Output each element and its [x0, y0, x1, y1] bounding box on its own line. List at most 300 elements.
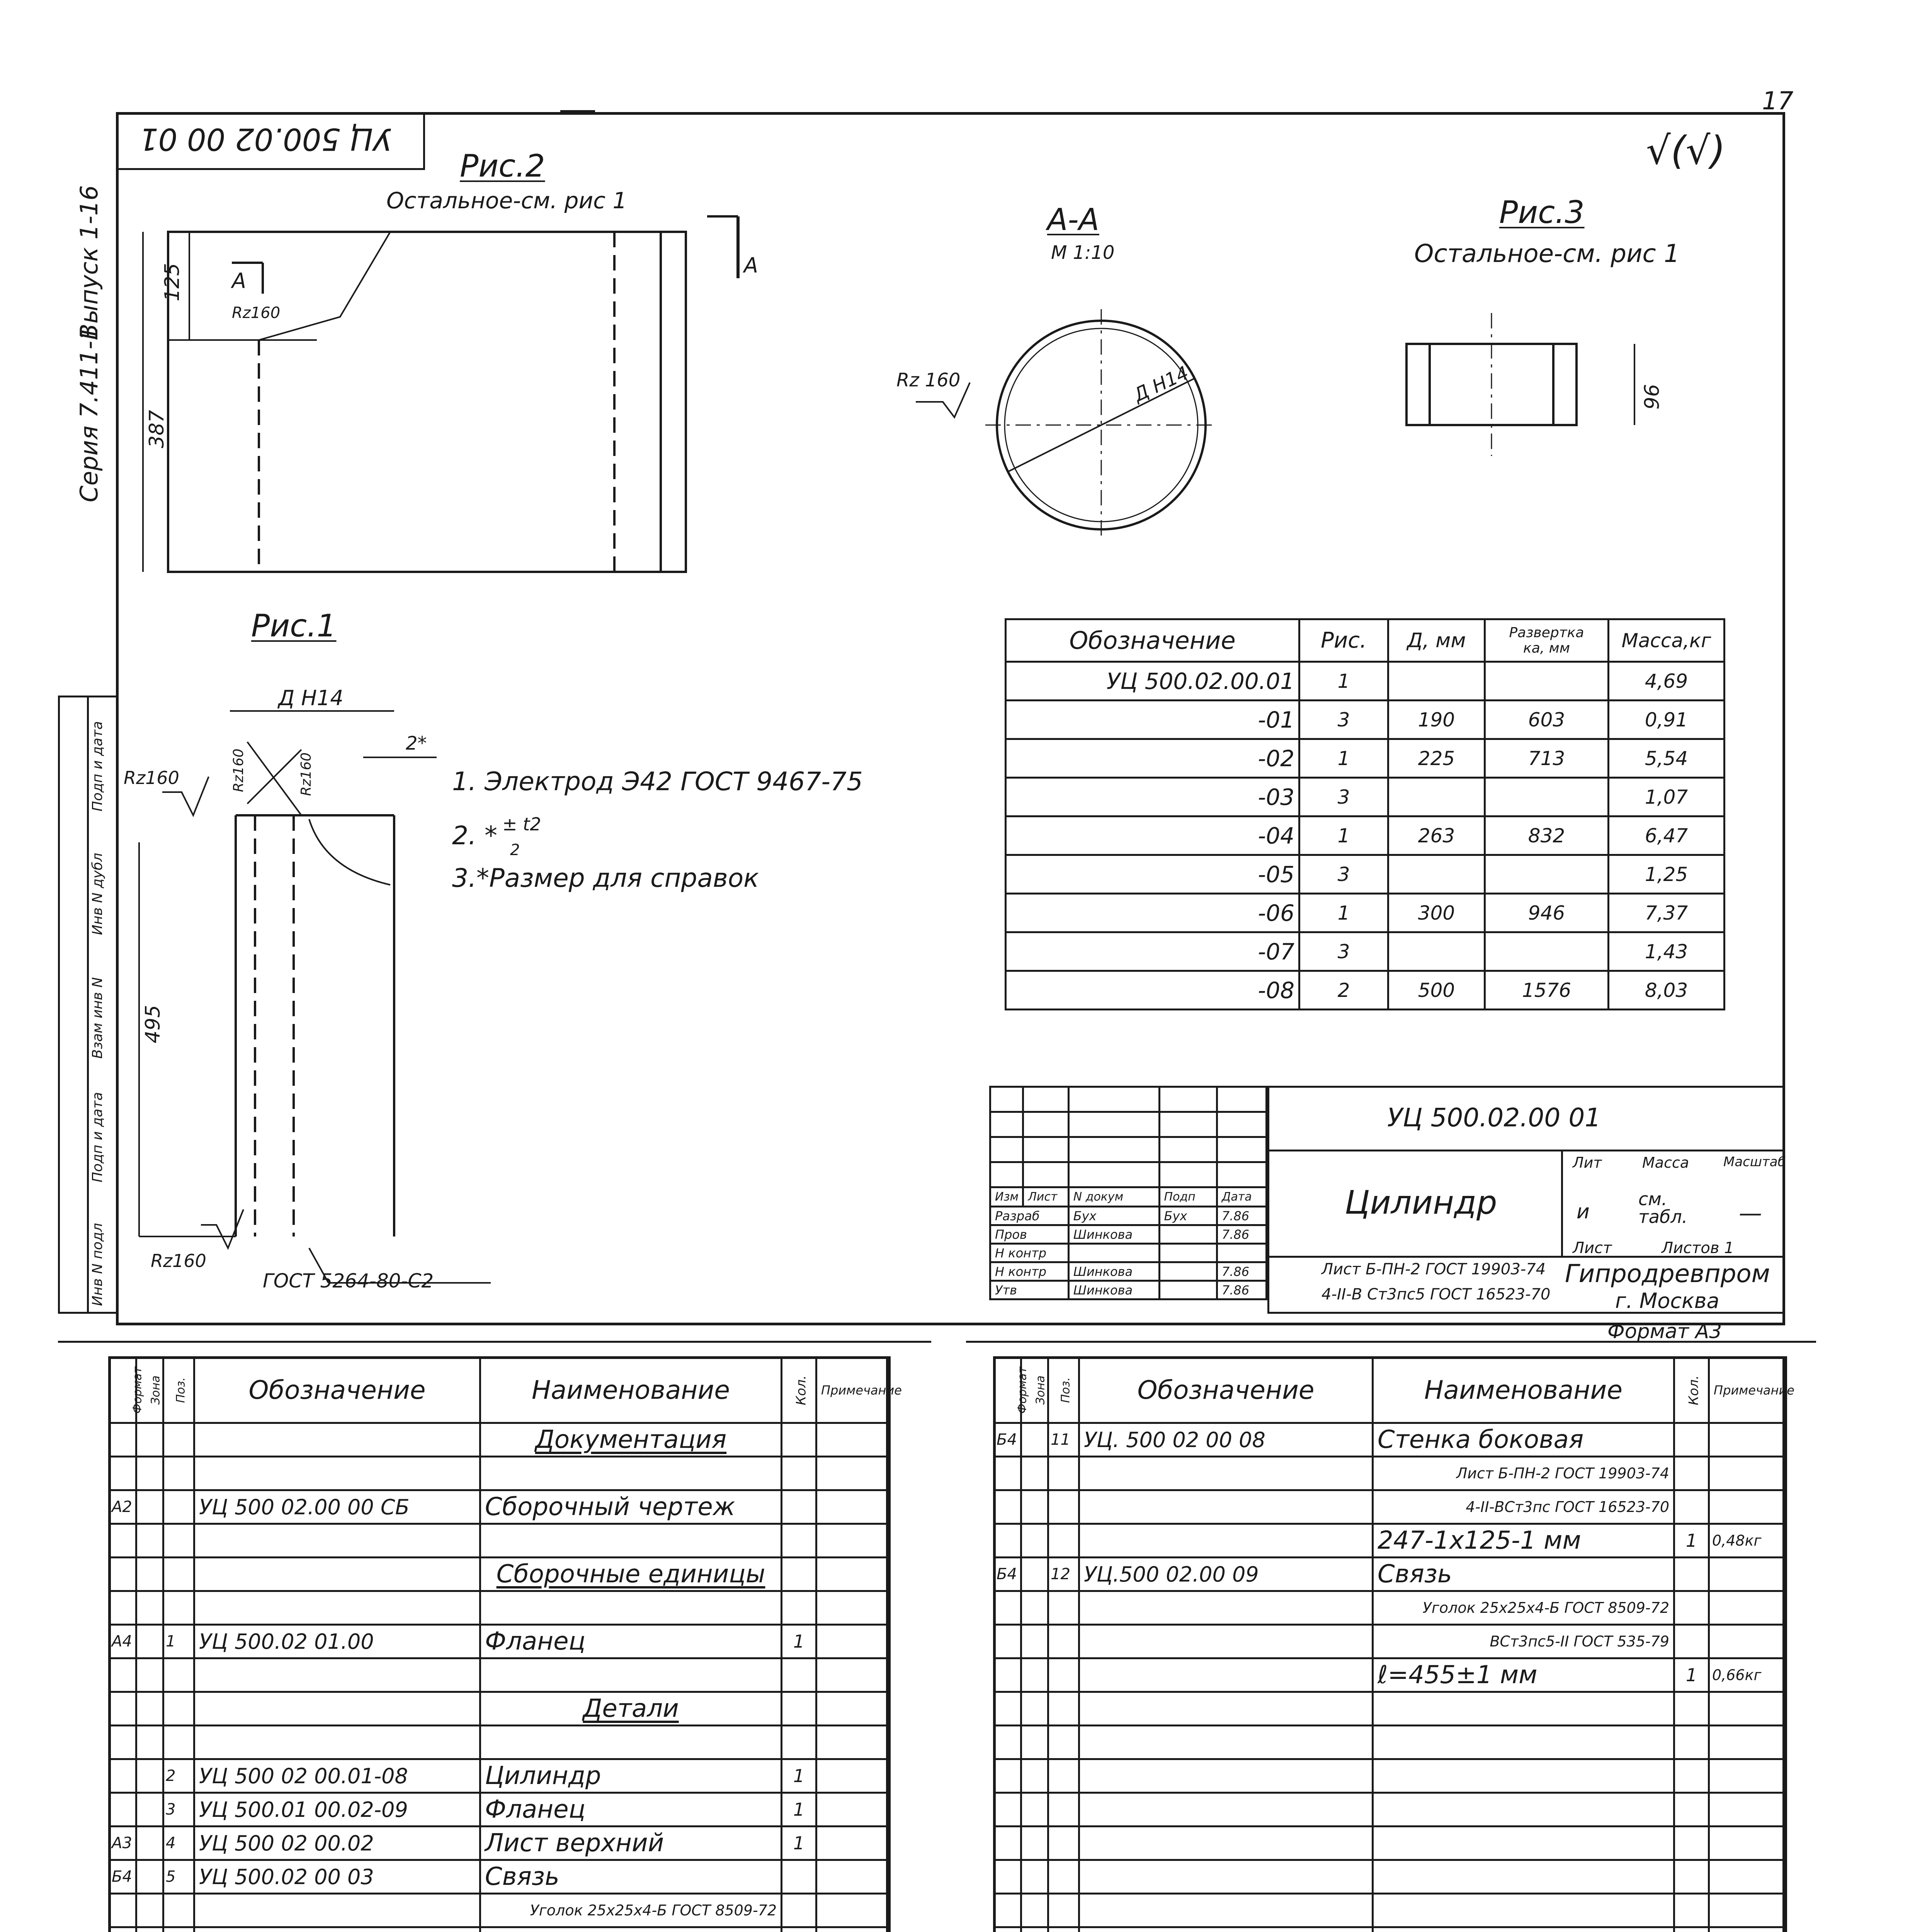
variant-cell	[1485, 932, 1609, 971]
spec-cell	[1709, 1591, 1786, 1625]
spec-cell	[109, 1894, 136, 1927]
fig2-label-a-right: А	[744, 253, 758, 277]
tb1-masshtab-label: Масштаб	[1723, 1154, 1786, 1170]
tb1-people-row	[990, 1244, 1267, 1262]
spec-cell	[136, 1726, 163, 1759]
spec-cell: Связь	[1373, 1558, 1674, 1591]
spec-cell: УЦ 500 02 00.01-08	[194, 1759, 480, 1793]
spec-cell	[1021, 1558, 1048, 1591]
spec-cell: 1	[1674, 1524, 1709, 1558]
spec-cell: 1	[782, 1793, 816, 1827]
spec-cell	[816, 1860, 890, 1894]
tb1-people-cell: Шинкова	[1068, 1281, 1159, 1299]
variant-cell: 263	[1388, 816, 1485, 855]
tb1-sheets-label: Листов 1	[1662, 1239, 1734, 1257]
spec-cell	[994, 1658, 1021, 1692]
fig1-title: Рис.1	[251, 608, 337, 644]
spec-cell: УЦ 500 02 00.02	[194, 1827, 480, 1860]
variant-cell	[1388, 855, 1485, 894]
spec-row	[109, 1793, 890, 1827]
spec-right-h-pos	[1048, 1357, 1079, 1423]
tb1-role-podp: Подп	[1159, 1187, 1217, 1207]
spec-cell: А3	[109, 1827, 136, 1860]
spec-cell	[136, 1490, 163, 1524]
fig1-rz-bottom: Rz160	[151, 1250, 206, 1271]
spec-cell	[782, 1726, 816, 1759]
tb1-people-cell: Бух	[1159, 1207, 1217, 1225]
spec-cell	[1021, 1625, 1048, 1658]
spec-cell	[816, 1591, 890, 1625]
spec-cell	[782, 1457, 816, 1490]
spec-cell	[1674, 1423, 1709, 1457]
spec-right-h-format	[994, 1357, 1029, 1423]
variant-cell: 713	[1485, 739, 1609, 778]
variant-row	[1006, 701, 1725, 739]
spec-cell	[194, 1457, 480, 1490]
section-dim: Д Н14	[1130, 362, 1192, 406]
tb1-people-row	[990, 1207, 1267, 1225]
spec-cell	[782, 1591, 816, 1625]
spec-cell	[1709, 1490, 1786, 1524]
spec-cell	[816, 1625, 890, 1658]
spec-cell: 3	[163, 1793, 194, 1827]
variant-row	[1006, 894, 1725, 932]
variant-cell: 946	[1485, 894, 1609, 932]
spec-cell	[136, 1759, 163, 1793]
spec-cell	[1079, 1658, 1373, 1692]
tb1-people-row	[990, 1262, 1267, 1281]
variant-cell: -06	[1006, 894, 1299, 932]
spec-row	[994, 1558, 1786, 1591]
variant-cell: 7,37	[1609, 894, 1725, 932]
spec-cell	[782, 1692, 816, 1726]
spec-right-h-name: Наименование	[1373, 1357, 1674, 1423]
page-number: 17	[1762, 87, 1794, 116]
tb1-people-cell: Утв	[990, 1281, 1069, 1299]
spec-cell	[194, 1524, 480, 1558]
spec-cell	[994, 1625, 1021, 1658]
tb1-people-cell	[1159, 1225, 1217, 1244]
spec-cell	[816, 1827, 890, 1860]
tb1-people-row	[990, 1281, 1267, 1299]
fig2-note: Остальное-см. рис 1	[386, 187, 627, 214]
tb1-people-cell: Н контр	[990, 1244, 1069, 1262]
spec-cell: Сборочные единицы	[480, 1558, 782, 1591]
tb1-people-cell: 7.86	[1217, 1262, 1266, 1281]
variant-row	[1006, 971, 1725, 1010]
spec-cell	[109, 1793, 136, 1827]
tb1-material-1: Лист Б-ПН-2 ГОСТ 19903-74	[1321, 1260, 1546, 1278]
spec-right-h-zone-text: Зона	[1034, 1375, 1048, 1405]
note-2-fraction-bottom: 2	[510, 841, 520, 859]
spec-cell	[136, 1860, 163, 1894]
variant-cell: -03	[1006, 778, 1299, 816]
spec-cell: ВСт3пс5-II ГОСТ 535-79	[1373, 1625, 1674, 1658]
spec-cell	[816, 1524, 890, 1558]
tb1-code: УЦ 500.02.00 01	[1387, 1103, 1601, 1133]
tb1-massa-label: Масса	[1642, 1154, 1689, 1171]
tb1-people-cell: 7.86	[1217, 1281, 1266, 1299]
variant-cell: 3	[1299, 778, 1388, 816]
check-mark: √(√)	[1646, 128, 1726, 173]
spec-left-h-pos	[163, 1357, 194, 1423]
fig1-dim-2: 2*	[406, 733, 427, 754]
variant-cell: 1576	[1485, 971, 1609, 1010]
spec-cell: Фланец	[480, 1793, 782, 1827]
variant-cell: 1	[1299, 739, 1388, 778]
fig1-gost: ГОСТ 5264-80-С2	[263, 1270, 434, 1292]
spec-cell	[136, 1894, 163, 1927]
variant-cell: 832	[1485, 816, 1609, 855]
variant-cell: 8,03	[1609, 971, 1725, 1010]
variant-cell: -07	[1006, 932, 1299, 971]
spec-cell	[109, 1927, 136, 1932]
tb1-people-cell: Шинкова	[1068, 1225, 1159, 1244]
fig2-label-a-left: А	[232, 269, 246, 293]
spec-cell	[782, 1490, 816, 1524]
spec-cell: Б4	[994, 1558, 1021, 1591]
spec-row	[994, 1524, 1786, 1558]
tb1-sheet-label: Лист	[1573, 1239, 1612, 1257]
spec-cell	[994, 1591, 1021, 1625]
spec-cell: 11	[1048, 1423, 1079, 1457]
spec-row	[109, 1658, 890, 1692]
spec-cell	[109, 1524, 136, 1558]
spec-right-h-designation: Обозначение	[1079, 1357, 1373, 1423]
variant-header-designation: Обозначение	[1006, 619, 1299, 662]
spec-empty-row	[994, 1759, 1786, 1793]
variant-header-razv	[1485, 619, 1609, 662]
spec-cell	[480, 1457, 782, 1490]
spec-right-table	[993, 1356, 1794, 1932]
spec-cell	[994, 1524, 1021, 1558]
variant-cell	[1485, 855, 1609, 894]
spec-cell	[1021, 1591, 1048, 1625]
spec-row	[109, 1860, 890, 1894]
sheet1-margin-label: Подп и дата	[90, 1092, 105, 1182]
spec-cell	[816, 1894, 890, 1927]
spec-cell: 5	[163, 1860, 194, 1894]
variant-cell	[1388, 932, 1485, 971]
tb1-city: г. Москва	[1615, 1289, 1719, 1313]
spec-cell	[480, 1524, 782, 1558]
spec-cell	[109, 1457, 136, 1490]
spec-cell	[136, 1558, 163, 1591]
spec-cell: 0,48кг	[1709, 1524, 1786, 1558]
spec-cell	[782, 1524, 816, 1558]
spec-cell	[480, 1658, 782, 1692]
tb1-lit-label: Лит	[1573, 1154, 1602, 1171]
note-2-fraction-top: ± t2	[502, 814, 541, 835]
variant-row	[1006, 778, 1725, 816]
spec-cell	[194, 1591, 480, 1625]
spec-empty-row	[994, 1927, 1786, 1932]
spec-cell	[163, 1591, 194, 1625]
variant-row	[1006, 816, 1725, 855]
tb1-people-cell	[1159, 1262, 1217, 1281]
spec-row	[109, 1692, 890, 1726]
variant-cell: -04	[1006, 816, 1299, 855]
spec-cell: УЦ.500 02.00 09	[1079, 1558, 1373, 1591]
spec-cell	[1674, 1490, 1709, 1524]
series-label: Серия 7.411-1	[75, 325, 103, 502]
spec-cell	[1079, 1457, 1373, 1490]
spec-right-h-note: Примечание	[1709, 1357, 1786, 1423]
tb1-people-cell: Разраб	[990, 1207, 1069, 1225]
spec-cell	[1021, 1423, 1048, 1457]
spec-cell	[1048, 1658, 1079, 1692]
spec-cell	[136, 1927, 163, 1932]
variant-cell: 1	[1299, 816, 1388, 855]
spec-cell	[816, 1490, 890, 1524]
spec-cell	[109, 1423, 136, 1457]
spec-cell	[136, 1692, 163, 1726]
variant-cell: 190	[1388, 701, 1485, 739]
fig3-note: Остальное-см. рис 1	[1414, 240, 1680, 268]
spec-cell	[1048, 1457, 1079, 1490]
spec-row	[994, 1423, 1786, 1457]
spec-cell	[109, 1726, 136, 1759]
spec-right-h-pos-text: Поз.	[1059, 1377, 1073, 1403]
spec-cell	[1048, 1490, 1079, 1524]
variant-header-fig: Рис.	[1299, 619, 1388, 662]
spec-cell	[163, 1692, 194, 1726]
spec-row	[109, 1927, 890, 1932]
spec-cell	[1079, 1625, 1373, 1658]
fig2-title: Рис.2	[460, 148, 545, 184]
tb1-organization: Гипродревпром	[1565, 1260, 1770, 1288]
spec-cell	[136, 1591, 163, 1625]
spec-cell: 12	[1048, 1558, 1079, 1591]
spec-cell	[194, 1927, 480, 1932]
variant-header-razv-line2: ка, мм	[1523, 640, 1570, 656]
variant-cell: 3	[1299, 932, 1388, 971]
note-2: 2. *	[452, 821, 497, 850]
spec-cell: Уголок 25х25х4-Б ГОСТ 8509-72	[1373, 1591, 1674, 1625]
fig3-dim: 96	[1641, 384, 1664, 410]
section-rz: Rz 160	[896, 369, 961, 391]
variant-cell: УЦ 500.02.00.01	[1006, 662, 1299, 701]
spec-cell	[782, 1558, 816, 1591]
spec-cell	[1048, 1625, 1079, 1658]
fig1-dim-495: 495	[141, 1005, 165, 1043]
spec-cell	[136, 1625, 163, 1658]
spec-cell: УЦ. 500 02 00 08	[1079, 1423, 1373, 1457]
spec-cell: УЦ 500.01 00.02-09	[194, 1793, 480, 1827]
spec-row	[109, 1423, 890, 1457]
spec-cell	[816, 1423, 890, 1457]
spec-cell: Связь	[480, 1860, 782, 1894]
variant-cell: -08	[1006, 971, 1299, 1010]
spec-right-top-line	[966, 1341, 1816, 1343]
spec-row	[994, 1457, 1786, 1490]
variant-cell: 1,43	[1609, 932, 1725, 971]
spec-cell	[782, 1860, 816, 1894]
spec-left-h-format-text: Формат	[131, 1366, 145, 1414]
spec-cell	[163, 1894, 194, 1927]
spec-cell: 1	[163, 1625, 194, 1658]
spec-cell: 1	[1674, 1658, 1709, 1692]
spec-cell: Фланец	[480, 1625, 782, 1658]
spec-cell	[1079, 1490, 1373, 1524]
spec-cell	[1079, 1591, 1373, 1625]
spec-cell	[816, 1692, 890, 1726]
spec-cell	[1021, 1658, 1048, 1692]
spec-row	[109, 1457, 890, 1490]
tb1-massa-value: см. табл.	[1638, 1189, 1688, 1227]
tb1-people-cell	[1159, 1244, 1217, 1262]
spec-right-h-format-text: Формат	[1015, 1366, 1029, 1414]
spec-cell: Цилиндр	[480, 1759, 782, 1793]
spec-cell: Сборочный чертеж	[480, 1490, 782, 1524]
spec-cell	[1709, 1625, 1786, 1658]
spec-cell	[816, 1457, 890, 1490]
spec-cell	[1674, 1625, 1709, 1658]
tb1-people-cell: Шинкова	[1068, 1262, 1159, 1281]
variant-row	[1006, 932, 1725, 971]
variant-cell: 1	[1299, 894, 1388, 932]
spec-cell	[109, 1591, 136, 1625]
fig1-rz-left: Rz160	[124, 767, 179, 788]
spec-row	[994, 1490, 1786, 1524]
spec-row	[109, 1759, 890, 1793]
spec-empty-row	[994, 1827, 1786, 1860]
spec-cell	[480, 1726, 782, 1759]
spec-cell	[1709, 1558, 1786, 1591]
spec-cell	[136, 1827, 163, 1860]
tb1-divider-v	[1561, 1150, 1563, 1256]
note-3: 3.*Размер для справок	[452, 863, 759, 893]
spec-left-top-line	[58, 1341, 931, 1343]
tb1-people-cell: 7.86	[1217, 1225, 1266, 1244]
variant-row	[1006, 662, 1725, 701]
tb1-people-cell: Бух	[1068, 1207, 1159, 1225]
spec-empty-row	[994, 1860, 1786, 1894]
spec-cell: Документация	[480, 1423, 782, 1457]
spec-cell: 2	[163, 1759, 194, 1793]
spec-row	[109, 1726, 890, 1759]
rotated-code: УЦ 500.02 00 01	[139, 121, 392, 156]
spec-row	[109, 1524, 890, 1558]
spec-cell	[1674, 1457, 1709, 1490]
spec-cell: Детали	[480, 1692, 782, 1726]
spec-row	[994, 1591, 1786, 1625]
spec-cell	[136, 1457, 163, 1490]
spec-row	[109, 1558, 890, 1591]
spec-cell: 247-1х125-1 мм	[1373, 1524, 1674, 1558]
variant-cell: 225	[1388, 739, 1485, 778]
spec-cell: ℓ=455±1 мм	[1373, 1658, 1674, 1692]
spec-cell: УЦ 500 02.00 00 СБ	[194, 1490, 480, 1524]
spec-cell	[816, 1927, 890, 1932]
spec-right-h-qty-text: Кол.	[1686, 1375, 1702, 1405]
spec-cell: А4	[109, 1625, 136, 1658]
spec-cell	[136, 1793, 163, 1827]
spec-cell	[109, 1658, 136, 1692]
spec-cell	[194, 1423, 480, 1457]
section-title: А-А	[1047, 202, 1099, 237]
variant-row	[1006, 739, 1725, 778]
spec-left-h-designation: Обозначение	[194, 1357, 480, 1423]
spec-cell	[163, 1423, 194, 1457]
spec-cell	[163, 1490, 194, 1524]
issue-label: Выпуск 1-16	[75, 185, 103, 340]
fig3-title: Рис.3	[1499, 194, 1585, 230]
tb1-people-row	[990, 1225, 1267, 1244]
sheet1-margin-label: Подп и дата	[90, 721, 105, 811]
spec-cell	[136, 1658, 163, 1692]
variant-cell	[1485, 662, 1609, 701]
spec-cell: Стенка боковая	[1373, 1423, 1674, 1457]
spec-cell	[194, 1658, 480, 1692]
variant-row	[1006, 855, 1725, 894]
fig1-rz-mid1: Rz160	[231, 748, 247, 792]
tb1-material-2: 4-II-В Ст3пс5 ГОСТ 16523-70	[1321, 1286, 1551, 1303]
spec-empty-row	[994, 1692, 1786, 1726]
spec-cell	[1021, 1490, 1048, 1524]
variant-header-mass: Масса,кг	[1609, 619, 1725, 662]
spec-cell	[816, 1759, 890, 1793]
spec-cell	[194, 1726, 480, 1759]
section-scale: М 1:10	[1051, 242, 1115, 264]
spec-empty-row	[994, 1894, 1786, 1927]
tb1-format: Формат А3	[1607, 1320, 1722, 1343]
spec-row	[109, 1827, 890, 1860]
spec-cell: УЦ 500.02 00 03	[194, 1860, 480, 1894]
variant-cell: 1	[1299, 662, 1388, 701]
tb1-role-list: Лист	[1023, 1187, 1068, 1207]
spec-cell	[163, 1457, 194, 1490]
note-1: 1. Электрод Э42 ГОСТ 9467-75	[452, 767, 863, 796]
spec-left-h-name: Наименование	[480, 1357, 782, 1423]
spec-left-h-format	[109, 1357, 145, 1423]
spec-cell: 4-II-ВСт3пс ГОСТ 16523-70	[1373, 1490, 1674, 1524]
spec-cell	[136, 1423, 163, 1457]
variant-header-d: Д, мм	[1388, 619, 1485, 662]
spec-cell: Лист верхний	[480, 1827, 782, 1860]
spec-left-h-note: Примечание	[816, 1357, 890, 1423]
spec-cell	[1709, 1457, 1786, 1490]
variant-cell: 1,07	[1609, 778, 1725, 816]
fig2-dim-387: 387	[145, 410, 168, 448]
tb1-divider-1	[1267, 1150, 1785, 1151]
sheet1-margin-label: Инв N дубл	[90, 853, 105, 935]
spec-left-h-qty	[782, 1357, 816, 1423]
spec-cell	[816, 1658, 890, 1692]
spec-cell	[816, 1558, 890, 1591]
variant-header-razv-line1: Развертка	[1509, 624, 1584, 641]
variant-cell	[1388, 662, 1485, 701]
variant-cell: 500	[1388, 971, 1485, 1010]
spec-cell	[1674, 1558, 1709, 1591]
fig2-dim-125: 125	[161, 263, 184, 301]
tb1-lit-value: и	[1577, 1200, 1590, 1223]
spec-cell	[109, 1692, 136, 1726]
spec-right-h-qty	[1674, 1357, 1709, 1423]
spec-cell	[163, 1558, 194, 1591]
spec-cell: 1	[782, 1759, 816, 1793]
spec-cell: Б4	[109, 1860, 136, 1894]
fig1-dim-d: Д Н14	[278, 686, 344, 710]
spec-cell	[782, 1894, 816, 1927]
variant-cell: -05	[1006, 855, 1299, 894]
spec-row	[109, 1625, 890, 1658]
spec-cell	[1048, 1524, 1079, 1558]
tb1-people-cell: 7.86	[1217, 1207, 1266, 1225]
variant-cell	[1388, 778, 1485, 816]
sheet1-margin-label: Взам инв N	[90, 977, 105, 1059]
spec-cell: Лист Б-ПН-2 ГОСТ 19903-74	[1373, 1457, 1674, 1490]
